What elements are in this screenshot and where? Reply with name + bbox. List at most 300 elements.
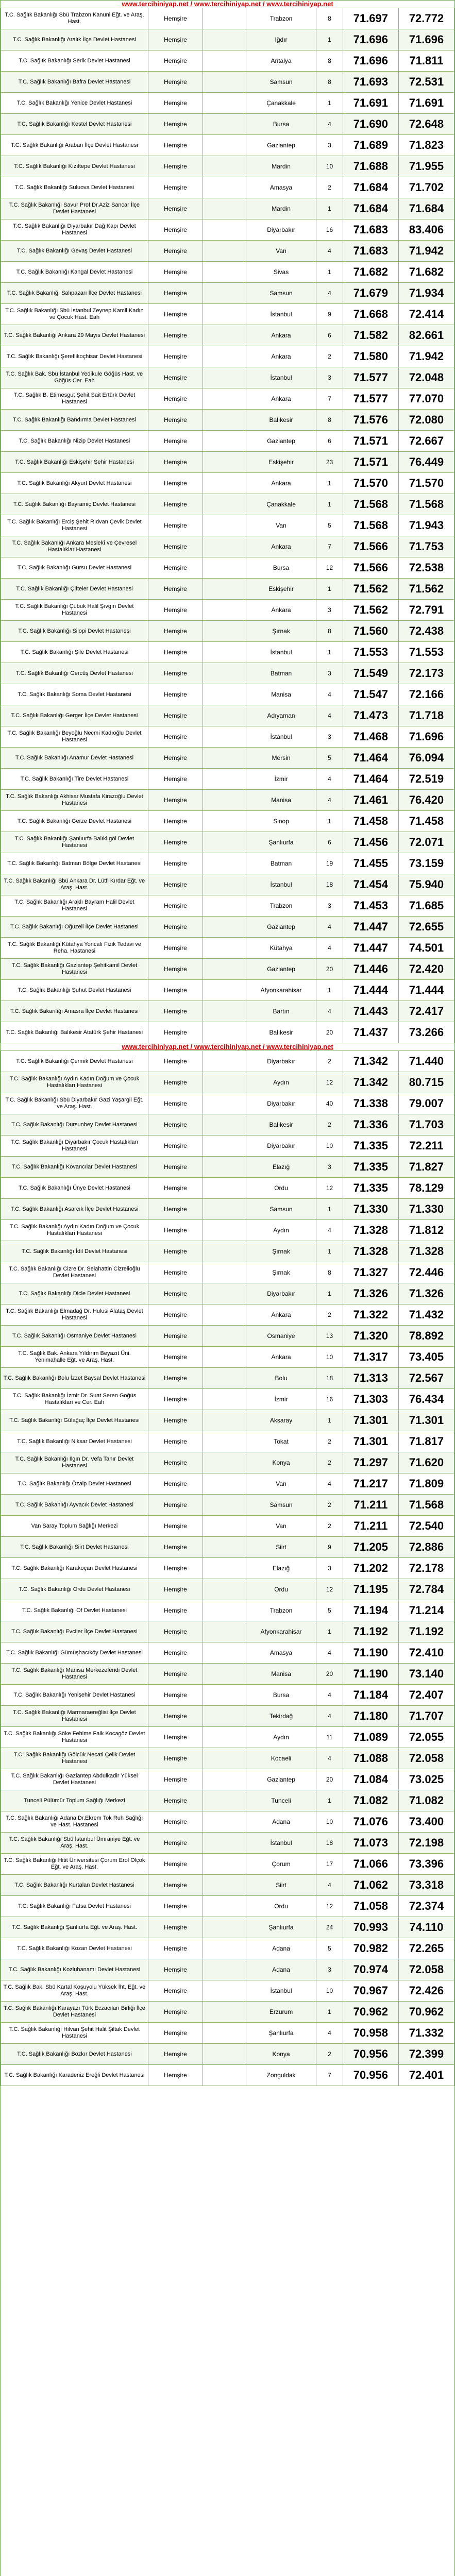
table-row (1, 1283, 454, 1304)
city-name: Balıkesir (246, 1114, 316, 1136)
hospital-name: T.C. Sağlık Bakanlığı Çermik Devlet Hastanesi (1, 1051, 148, 1072)
table-row (1, 1600, 454, 1621)
hospital-name: T.C. Sağlık Bakanlığı Silopi Devlet Hastanesi (1, 621, 148, 642)
table-row (1, 515, 454, 536)
max-score: 71.812 (398, 1220, 454, 1241)
empty-cell (203, 1001, 246, 1022)
empty-cell (203, 1495, 246, 1516)
city-name: Mardin (246, 156, 316, 177)
city-name: Bursa (246, 1685, 316, 1706)
quota-count: 13 (316, 1326, 343, 1347)
min-score: 71.576 (343, 410, 398, 431)
max-score: 72.080 (398, 410, 454, 431)
city-name: Gaziantep (246, 431, 316, 452)
quota-count: 1 (316, 579, 343, 600)
city-name: Elazığ (246, 1157, 316, 1178)
min-score: 70.962 (343, 2002, 398, 2023)
program-type: Hemşire (148, 1685, 203, 1706)
program-type: Hemşire (148, 1537, 203, 1558)
hospital-name: T.C. Sağlık Bakanlığı Sbü Ankara Dr. Lütfi Kırdar Eğt. ve Araş. Hast. (1, 874, 148, 895)
empty-cell (203, 1022, 246, 1043)
max-score: 72.519 (398, 769, 454, 790)
hospital-name: T.C. Sağlık Bakanlığı Bandırma Devlet Hastanesi (1, 410, 148, 431)
program-type: Hemşire (148, 1051, 203, 1072)
quota-count: 4 (316, 917, 343, 938)
program-type: Hemşire (148, 2044, 203, 2065)
empty-cell (203, 1347, 246, 1368)
city-name: Aydın (246, 1220, 316, 1241)
table-row (1, 93, 454, 114)
quota-count: 2 (316, 1431, 343, 1452)
empty-cell (203, 1136, 246, 1157)
city-name: Adana (246, 1811, 316, 1833)
min-score: 70.993 (343, 1917, 398, 1938)
hospital-name: T.C. Sağlık Bakanlığı Amasra İlçe Devlet Hastanesi (1, 1001, 148, 1022)
quota-count: 20 (316, 1769, 343, 1790)
max-score: 83.406 (398, 219, 454, 241)
table-row (1, 177, 454, 198)
program-type: Hemşire (148, 515, 203, 536)
table-row (1, 1114, 454, 1136)
min-score: 70.982 (343, 1938, 398, 1959)
program-type: Hemşire (148, 642, 203, 663)
program-type: Hemşire (148, 1022, 203, 1043)
table-row (1, 1748, 454, 1769)
city-name: Aydın (246, 1727, 316, 1748)
table-row (1, 1516, 454, 1537)
table-row (1, 1157, 454, 1178)
quota-count: 3 (316, 1959, 343, 1980)
city-name: Batman (246, 853, 316, 874)
max-score: 78.892 (398, 1326, 454, 1347)
empty-cell (203, 1241, 246, 1262)
quota-count: 1 (316, 494, 343, 515)
min-score: 71.464 (343, 748, 398, 769)
empty-cell (203, 1896, 246, 1917)
city-name: Şırnak (246, 621, 316, 642)
hospital-name: T.C. Sağlık Bak. Sbü Kartal Koşuyolu Yüksek İht. Eğt. ve Araş. Hast. (1, 1980, 148, 2002)
min-score: 71.562 (343, 600, 398, 621)
min-score: 71.696 (343, 29, 398, 50)
quota-count: 4 (316, 1685, 343, 1706)
program-type: Hemşire (148, 536, 203, 557)
hospital-name: T.C. Sağlık Bakanlığı Bafra Devlet Hastanesi (1, 72, 148, 93)
empty-cell (203, 1854, 246, 1875)
empty-cell (203, 811, 246, 832)
min-score: 71.301 (343, 1431, 398, 1452)
program-type: Hemşire (148, 1600, 203, 1621)
max-score: 71.811 (398, 50, 454, 72)
city-name: İstanbul (246, 726, 316, 748)
table-row (1, 1495, 454, 1516)
city-name: Trabzon (246, 8, 316, 29)
city-name: İstanbul (246, 367, 316, 388)
max-score: 71.553 (398, 642, 454, 663)
program-type: Hemşire (148, 198, 203, 219)
city-name: Siirt (246, 1537, 316, 1558)
min-score: 71.688 (343, 156, 398, 177)
quota-count: 4 (316, 1706, 343, 1727)
program-type: Hemşire (148, 684, 203, 705)
city-name: Afyonkarahisar (246, 1621, 316, 1642)
city-name: İzmir (246, 769, 316, 790)
hospital-name: T.C. Sağlık Bakanlığı Akhisar Mustafa Kirazoğlu Devlet Hastanesi (1, 790, 148, 811)
city-name: Kocaeli (246, 1748, 316, 1769)
table-row (1, 2002, 454, 2023)
quota-count: 6 (316, 325, 343, 346)
quota-count: 5 (316, 1600, 343, 1621)
program-type: Hemşire (148, 1368, 203, 1389)
table-row (1, 1368, 454, 1389)
min-score: 71.328 (343, 1241, 398, 1262)
hospital-name: T.C. Sağlık Bakanlığı Çifteler Devlet Hastanesi (1, 579, 148, 600)
hospital-name: T.C. Sağlık Bakanlığı Serik Devlet Hastanesi (1, 50, 148, 72)
empty-cell (203, 1157, 246, 1178)
city-name: Ankara (246, 1347, 316, 1368)
city-name: Kütahya (246, 938, 316, 959)
max-score: 71.682 (398, 262, 454, 283)
min-score: 71.568 (343, 494, 398, 515)
empty-cell (203, 1558, 246, 1579)
program-type: Hemşire (148, 2065, 203, 2086)
empty-cell (203, 1093, 246, 1114)
max-score: 71.214 (398, 1600, 454, 1621)
max-score: 71.444 (398, 980, 454, 1001)
table-row (1, 1326, 454, 1347)
table-row (1, 874, 454, 895)
hospital-name: T.C. Sağlık Bakanlığı Gaziantep Şehitkamil Devlet Hastanesi (1, 959, 148, 980)
hospital-name: T.C. Sağlık Bakanlığı Kozluhanamı Devlet Hastanesi (1, 1959, 148, 1980)
hospital-name: T.C. Sağlık Bakanlığı Balıkesir Atatürk Şehir Hastanesi (1, 1022, 148, 1043)
empty-cell (203, 1178, 246, 1199)
program-type: Hemşire (148, 1980, 203, 2002)
program-type: Hemşire (148, 705, 203, 726)
program-type: Hemşire (148, 219, 203, 241)
program-type: Hemşire (148, 29, 203, 50)
table-row (1, 1980, 454, 2002)
program-type: Hemşire (148, 1283, 203, 1304)
quota-count: 4 (316, 1473, 343, 1495)
program-type: Hemşire (148, 50, 203, 72)
max-score: 72.426 (398, 1980, 454, 2002)
table-row (1, 1917, 454, 1938)
max-score: 71.326 (398, 1283, 454, 1304)
empty-cell (203, 1790, 246, 1811)
program-type: Hemşire (148, 853, 203, 874)
hospital-name: T.C. Sağlık Bakanlığı Özalp Devlet Hastanesi (1, 1473, 148, 1495)
city-name: Balıkesir (246, 1022, 316, 1043)
max-score: 71.702 (398, 177, 454, 198)
hospital-name: T.C. Sağlık Bakanlığı Gevaş Devlet Hastanesi (1, 241, 148, 262)
hospital-name: T.C. Sağlık Bakanlığı Gülağaç İlçe Devlet Hastanesi (1, 1410, 148, 1431)
hospital-name: T.C. Sağlık Bakanlığı Cizre Dr. Selahattin Cizrelioğlu Devlet Hastanesi (1, 1262, 148, 1283)
table-row (1, 262, 454, 283)
table-row (1, 600, 454, 621)
empty-cell (203, 1600, 246, 1621)
quota-count: 7 (316, 388, 343, 410)
city-name: Osmaniye (246, 1326, 316, 1347)
min-score: 71.456 (343, 832, 398, 853)
min-score: 71.297 (343, 1452, 398, 1473)
max-score: 72.420 (398, 959, 454, 980)
city-name: Çanakkale (246, 494, 316, 515)
hospital-name: T.C. Sağlık Bakanlığı Sbü İstanbul Ümraniye Eğt. ve Araş. Hast. (1, 1833, 148, 1854)
city-name: Tokat (246, 1431, 316, 1452)
max-score: 72.048 (398, 367, 454, 388)
max-score: 71.568 (398, 494, 454, 515)
program-type: Hemşire (148, 1431, 203, 1452)
program-type: Hemşire (148, 1452, 203, 1473)
hospital-name: T.C. Sağlık Bakanlığı Diyarbakır Dağ Kapı Devlet Hastanesi (1, 219, 148, 241)
table-row (1, 1262, 454, 1283)
table-row (1, 1537, 454, 1558)
min-score: 71.202 (343, 1558, 398, 1579)
empty-cell (203, 114, 246, 135)
max-score: 72.538 (398, 557, 454, 579)
max-score: 72.058 (398, 1959, 454, 1980)
max-score: 79.007 (398, 1093, 454, 1114)
table-row (1, 895, 454, 917)
min-score: 71.468 (343, 726, 398, 748)
max-score: 82.661 (398, 325, 454, 346)
empty-cell (203, 50, 246, 72)
empty-cell (203, 1072, 246, 1093)
hospital-name: T.C. Sağlık Bakanlığı Sbü İstanbul Zeynep Kamil Kadın ve Çocuk Hast. Eah (1, 304, 148, 325)
table-row (1, 642, 454, 663)
max-score: 75.940 (398, 874, 454, 895)
quota-count: 4 (316, 938, 343, 959)
quota-count: 1 (316, 980, 343, 1001)
table-row (1, 29, 454, 50)
city-name: Diyarbakır (246, 1283, 316, 1304)
program-type: Hemşire (148, 790, 203, 811)
table-row (1, 1896, 454, 1917)
max-score: 71.707 (398, 1706, 454, 1727)
empty-cell (203, 557, 246, 579)
hospital-name: T.C. Sağlık Bakanlığı Sbü Diyarbakır Gazi Yaşargil Eğt. ve Araş. Hast. (1, 1093, 148, 1114)
hospital-name: T.C. Sağlık Bakanlığı Aydın Kadın Doğum ve Çocuk Hastalıkları Hastanesi (1, 1220, 148, 1241)
city-name: Ordu (246, 1178, 316, 1199)
table-row (1, 621, 454, 642)
empty-cell (203, 177, 246, 198)
max-score: 74.501 (398, 938, 454, 959)
empty-cell (203, 1051, 246, 1072)
city-name: Van (246, 241, 316, 262)
max-score: 71.817 (398, 1431, 454, 1452)
program-type: Hemşire (148, 1748, 203, 1769)
quota-count: 8 (316, 621, 343, 642)
watermark-top: www.tercihiniyap.net / www.tercihiniyap.net / www.tercihiniyap.net (1, 1, 454, 8)
hospital-name: T.C. Sağlık Bakanlığı Şereflikoçhisar Devlet Hastanesi (1, 346, 148, 367)
table-row (1, 748, 454, 769)
empty-cell (203, 1748, 246, 1769)
table-row (1, 1959, 454, 1980)
hospital-name: T.C. Sağlık Bakanlığı Araban İlçe Devlet Hastanesi (1, 135, 148, 156)
city-name: Ordu (246, 1579, 316, 1600)
table-row (1, 304, 454, 325)
table-row (1, 536, 454, 557)
max-score: 72.401 (398, 2065, 454, 2086)
max-score: 71.332 (398, 2023, 454, 2044)
max-score: 71.192 (398, 1621, 454, 1642)
min-score: 71.180 (343, 1706, 398, 1727)
min-score: 71.313 (343, 1368, 398, 1389)
empty-cell (203, 1769, 246, 1790)
min-score: 71.066 (343, 1854, 398, 1875)
empty-cell (203, 325, 246, 346)
program-type: Hemşire (148, 262, 203, 283)
quota-count: 3 (316, 1558, 343, 1579)
max-score: 72.071 (398, 832, 454, 853)
hospital-name: T.C. Sağlık Bakanlığı Şuhut Devlet Hastanesi (1, 980, 148, 1001)
program-type: Hemşire (148, 1579, 203, 1600)
hospital-name: T.C. Sağlık Bakanlığı Eskişehir Şehir Hastanesi (1, 452, 148, 473)
max-score: 72.166 (398, 684, 454, 705)
empty-cell (203, 1326, 246, 1347)
quota-count: 18 (316, 1833, 343, 1854)
min-score: 71.571 (343, 452, 398, 473)
hospital-name: T.C. Sağlık Bakanlığı Siirt Devlet Hastanesi (1, 1537, 148, 1558)
empty-cell (203, 8, 246, 29)
city-name: Manisa (246, 790, 316, 811)
hospital-name: T.C. Sağlık Bakanlığı Kozan Devlet Hastanesi (1, 1938, 148, 1959)
min-score: 70.956 (343, 2065, 398, 2086)
empty-cell (203, 135, 246, 156)
empty-cell (203, 198, 246, 219)
min-score: 71.317 (343, 1347, 398, 1368)
max-score: 72.173 (398, 663, 454, 684)
empty-cell (203, 1516, 246, 1537)
program-type: Hemşire (148, 1854, 203, 1875)
min-score: 71.303 (343, 1389, 398, 1410)
table-row (1, 1199, 454, 1220)
program-type: Hemşire (148, 1178, 203, 1199)
min-score: 71.566 (343, 557, 398, 579)
hospital-name: T.C. Sağlık Bakanlığı Soma Devlet Hastanesi (1, 684, 148, 705)
max-score: 72.055 (398, 1727, 454, 1748)
hospital-name: T.C. Sağlık Bakanlığı Karakoçan Devlet Hastanesi (1, 1558, 148, 1579)
program-type: Hemşire (148, 388, 203, 410)
table-row (1, 283, 454, 304)
city-name: Trabzon (246, 895, 316, 917)
hospital-name: T.C. Sağlık Bakanlığı Şanlıurfa Eğt. ve Araş. Hast. (1, 1917, 148, 1938)
min-score: 71.190 (343, 1664, 398, 1685)
city-name: Diyarbakır (246, 219, 316, 241)
min-score: 71.453 (343, 895, 398, 917)
empty-cell (203, 494, 246, 515)
max-score: 72.399 (398, 2044, 454, 2065)
empty-cell (203, 938, 246, 959)
table-row (1, 1178, 454, 1199)
program-type: Hemşire (148, 1220, 203, 1241)
quota-count: 5 (316, 748, 343, 769)
table-row (1, 1685, 454, 1706)
empty-cell (203, 600, 246, 621)
min-score: 71.668 (343, 304, 398, 325)
min-score: 71.084 (343, 1769, 398, 1790)
empty-cell (203, 959, 246, 980)
hospital-name: T.C. Sağlık Bakanlığı Batman Bölge Devlet Hastanesi (1, 853, 148, 874)
quota-count: 12 (316, 1072, 343, 1093)
empty-cell (203, 1431, 246, 1452)
quota-count: 1 (316, 642, 343, 663)
hospital-name: Tunceli Pülümür Toplum Sağlığı Merkezi (1, 1790, 148, 1811)
quota-count: 20 (316, 1022, 343, 1043)
table-row (1, 219, 454, 241)
city-name: Batman (246, 663, 316, 684)
quota-count: 4 (316, 114, 343, 135)
empty-cell (203, 1642, 246, 1664)
table-row (1, 135, 454, 156)
city-name: Elazığ (246, 1558, 316, 1579)
empty-cell (203, 1938, 246, 1959)
city-name: Adana (246, 1959, 316, 1980)
max-score: 72.784 (398, 1579, 454, 1600)
hospital-name: T.C. Sağlık Bakanlığı Araklı Bayram Halil Devlet Hastanesi (1, 895, 148, 917)
hospital-name: T.C. Sağlık Bakanlığı Marmaraereğlisi İlçe Devlet Hastanesi (1, 1706, 148, 1727)
program-type: Hemşire (148, 1938, 203, 1959)
city-name: Bolu (246, 1368, 316, 1389)
quota-count: 9 (316, 1537, 343, 1558)
program-type: Hemşire (148, 980, 203, 1001)
quota-count: 4 (316, 241, 343, 262)
max-score: 72.567 (398, 1368, 454, 1389)
quota-count: 20 (316, 959, 343, 980)
quota-count: 20 (316, 1664, 343, 1685)
empty-cell (203, 2065, 246, 2086)
table-row (1, 346, 454, 367)
city-name: Bursa (246, 114, 316, 135)
program-type: Hemşire (148, 156, 203, 177)
table-row (1, 1621, 454, 1642)
program-type: Hemşire (148, 1558, 203, 1579)
max-score: 71.718 (398, 705, 454, 726)
min-score: 71.437 (343, 1022, 398, 1043)
empty-cell (203, 1537, 246, 1558)
max-score: 71.703 (398, 1114, 454, 1136)
empty-cell (203, 1980, 246, 2002)
program-type: Hemşire (148, 621, 203, 642)
hospital-name: T.C. Sağlık Bakanlığı Fatsa Devlet Hastanesi (1, 1896, 148, 1917)
min-score: 71.217 (343, 1473, 398, 1495)
max-score: 76.420 (398, 790, 454, 811)
max-score: 71.685 (398, 895, 454, 917)
city-name: Van (246, 515, 316, 536)
quota-count: 10 (316, 1811, 343, 1833)
min-score: 71.683 (343, 219, 398, 241)
quota-count: 5 (316, 1938, 343, 1959)
hospital-name: T.C. Sağlık Bakanlığı Ankara 29 Mayıs Devlet Hastanesi (1, 325, 148, 346)
table-row (1, 1410, 454, 1431)
min-score: 71.679 (343, 283, 398, 304)
max-score: 71.955 (398, 156, 454, 177)
hospital-name: T.C. Sağlık Bakanlığı Elmadağ Dr. Hulusi Alataş Devlet Hastanesi (1, 1304, 148, 1326)
table-row (1, 938, 454, 959)
min-score: 71.443 (343, 1001, 398, 1022)
city-name: Konya (246, 1452, 316, 1473)
max-score: 72.407 (398, 1685, 454, 1706)
max-score: 74.110 (398, 1917, 454, 1938)
city-name: Balıkesir (246, 410, 316, 431)
table-row (1, 917, 454, 938)
min-score: 71.326 (343, 1283, 398, 1304)
empty-cell (203, 2002, 246, 2023)
city-name: İstanbul (246, 1980, 316, 2002)
max-score: 72.265 (398, 1938, 454, 1959)
empty-cell (203, 2023, 246, 2044)
max-score: 72.886 (398, 1537, 454, 1558)
city-name: Van (246, 1516, 316, 1537)
